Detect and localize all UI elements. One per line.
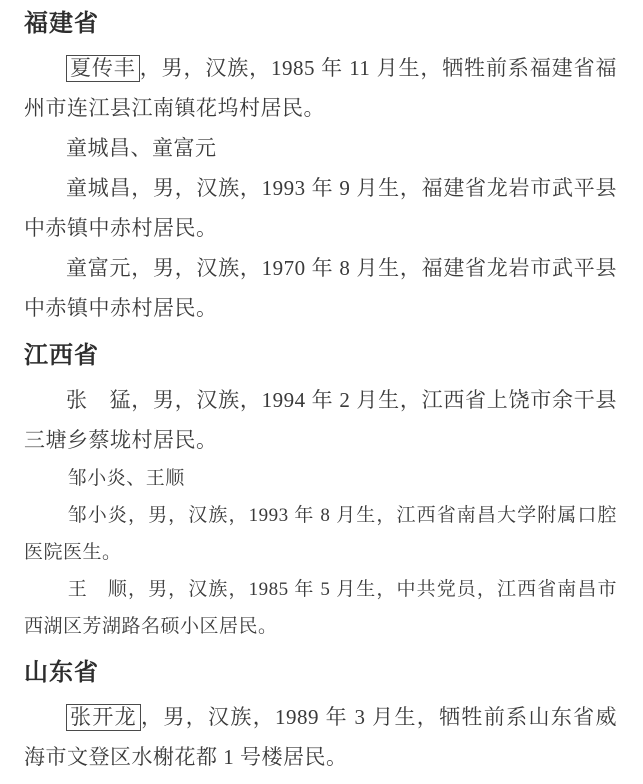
- boxed-deceased-name: 张开龙: [66, 704, 141, 731]
- profile-paragraph: 童城昌，男，汉族，1993 年 9 月生，福建省龙岩市武平县中赤镇中赤村居民。: [24, 176, 617, 240]
- profile-text: ，男，汉族，1985 年 11 月生，牺牲前系福建省福州市连江县江南镇花坞村居民。: [24, 56, 617, 120]
- province-heading: 山东省: [24, 659, 99, 686]
- profile-paragraph: 邹小炎，男，汉族，1993 年 8 月生，江西省南昌大学附属口腔医院医生。: [24, 505, 617, 563]
- name-list: 邹小炎、王顺: [67, 468, 185, 489]
- profile-text: ，男，汉族，1989 年 3 月生，牺牲前系山东省威海市文登区水榭花都 1 号楼居民。: [24, 705, 618, 769]
- profile-paragraph: 张 猛，男，汉族，1994 年 2 月生，江西省上饶市余干县三塘乡蔡垅村居民。: [24, 388, 617, 452]
- profile-paragraph: 王 顺，男，汉族，1985 年 5 月生，中共党员，江西省南昌市西湖区芳湖路名硕小区居民。: [24, 579, 617, 637]
- name-list: 童城昌、童富元: [66, 136, 217, 160]
- profile-paragraph: 童富元，男，汉族，1970 年 8 月生，福建省龙岩市武平县中赤镇中赤村居民。: [24, 256, 617, 320]
- profile-paragraph: [24, 48, 617, 128]
- province-heading: 福建省: [24, 10, 99, 37]
- boxed-deceased-name: 夏传丰: [66, 55, 140, 82]
- province-section-jiangxi: [24, 340, 617, 645]
- profile-paragraph: [24, 697, 617, 777]
- province-section-shandong: [24, 657, 617, 777]
- province-heading: 江西省: [24, 342, 99, 369]
- province-section-fujian: [24, 8, 617, 328]
